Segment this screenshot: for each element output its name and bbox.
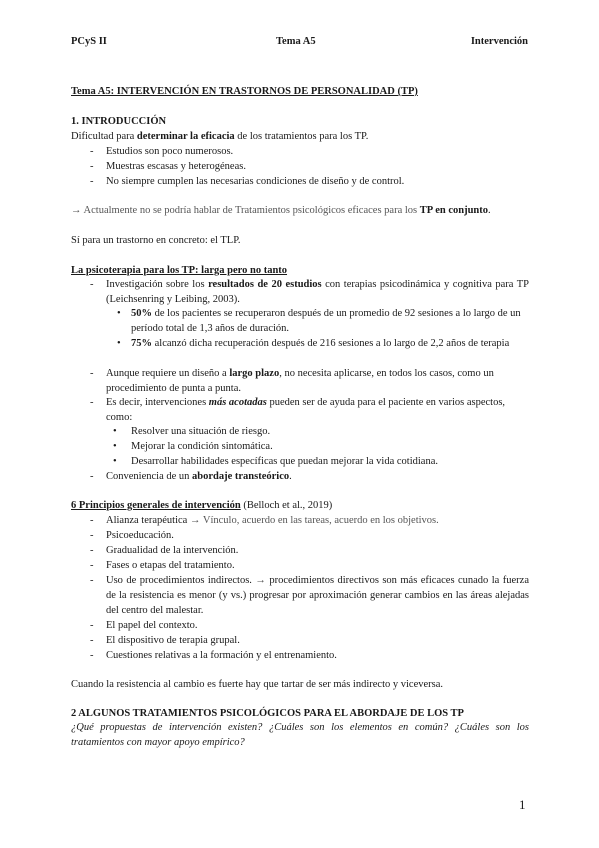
list-dash: - [90, 279, 94, 290]
document-title: Tema A5: INTERVENCIÓN EN TRASTORNOS DE PERSONALIDAD (TP) [71, 86, 418, 97]
list-dash: - [90, 146, 94, 157]
sub-list-item: Desarrollar habilidades específicas que puedan mejorar la vida cotidiana. [131, 456, 438, 467]
bullet-icon: • [113, 441, 117, 452]
list-item: Es decir, intervenciones más acotadas pueden ser de ayuda para el paciente en varios aspectos, como: [106, 397, 506, 423]
list-dash: - [90, 368, 94, 379]
list-item: Investigación sobre los resultados de 20 estudios con terapias psicodinámica y cognitiva para TP (Leichsenring y Leibing, 2003). [106, 279, 530, 305]
subheading-psicoterapia: La psicoterapia para los TP: larga pero no tanto [71, 265, 288, 276]
list-dash: - [90, 471, 94, 482]
list-dash: - [90, 635, 94, 646]
sub-list-item: 50% de los pacientes se recuperaron después de un promedio de 92 sesiones a lo largo de un período total de 1,3 años de duración. [131, 308, 521, 334]
list-item: Aunque requiere un diseño a largo plazo, no necesita aplicarse, en todos los casos, como un procedimiento de punta a punta. [106, 368, 494, 394]
questions-paragraph: ¿Qué propuestas de intervención existen? ¿Cuáles son los elementos en común? ¿Cuáles son los tratamientos con mayor apoyo empírico? [71, 722, 529, 748]
list-item: Cuestiones relativas a la formación y el entrenamiento. [106, 650, 337, 661]
tlp-paragraph: Sí para un trastorno en concreto: el TLP. [71, 235, 241, 246]
right-arrow-icon: → [71, 205, 82, 216]
list-dash: - [90, 575, 94, 586]
list-item: Psicoeducación. [106, 530, 174, 541]
sub-list-item: Mejorar la condición sintomática. [131, 441, 273, 452]
bullet-icon: • [117, 308, 121, 319]
list-item: El papel del contexto. [106, 620, 198, 631]
sub-list-item: 75% alcanzó dicha recuperación después de 216 sesiones a lo largo de 2,2 años de terapia [131, 338, 510, 349]
list-item: Fases o etapas del tratamiento. [106, 560, 235, 571]
list-item: Muestras escasas y heterogéneas. [106, 161, 246, 172]
section-heading-introduccion: 1. INTRODUCCIÓN [71, 116, 167, 127]
list-item: No siempre cumplen las necesarias condiciones de diseño y de control. [106, 176, 405, 187]
list-item: Conveniencia de un abordaje transteórico. [106, 471, 292, 482]
list-dash: - [90, 176, 94, 187]
page-number: 1 [519, 797, 526, 812]
list-dash: - [90, 161, 94, 172]
list-item: El dispositivo de terapia grupal. [106, 635, 240, 646]
right-arrow-icon: → [189, 515, 201, 526]
list-dash: - [90, 560, 94, 571]
list-dash: - [90, 650, 94, 661]
header-topic: Tema A5 [276, 36, 316, 47]
note-paragraph: → Actualmente no se podría hablar de Tratamientos psicológicos eficaces para los TP en conjunto. [71, 205, 491, 216]
list-dash: - [90, 515, 94, 526]
intro-paragraph: Dificultad para determinar la eficacia de los tratamientos para los TP. [71, 131, 369, 142]
list-dash: - [90, 620, 94, 631]
subheading-principios: 6 Principios generales de intervención (Belloch et al., 2019) [71, 500, 333, 511]
header-course: PCyS II [71, 36, 107, 47]
resistencia-paragraph: Cuando la resistencia al cambio es fuerte hay que tartar de ser más indirecto y viceversa. [71, 679, 444, 690]
list-item: Gradualidad de la intervención. [106, 545, 239, 556]
sub-list-item: Resolver una situación de riesgo. [131, 426, 271, 437]
section-heading-tratamientos: 2 ALGUNOS TRATAMIENTOS PSICOLÓGICOS PARA EL ABORDAJE DE LOS TP [71, 708, 464, 719]
list-item: Uso de procedimientos indirectos. → procedimientos directivos son más eficaces cunado la fuerza de la resistencia es menor (y vs.) progresar por aproximación generar cambios en las áreas alejadas del centro del malestar. [106, 575, 529, 616]
bullet-icon: • [113, 456, 117, 467]
list-item: Estudios son poco numerosos. [106, 146, 234, 157]
list-dash: - [90, 530, 94, 541]
bullet-icon: • [113, 426, 117, 437]
bullet-icon: • [117, 338, 121, 349]
list-dash: - [90, 397, 94, 408]
right-arrow-icon: → [255, 575, 266, 586]
list-item: Alianza terapéutica → Vínculo, acuerdo en las tareas, acuerdo en los objetivos. [106, 515, 439, 526]
list-dash: - [90, 545, 94, 556]
header-section: Intervención [470, 36, 528, 47]
